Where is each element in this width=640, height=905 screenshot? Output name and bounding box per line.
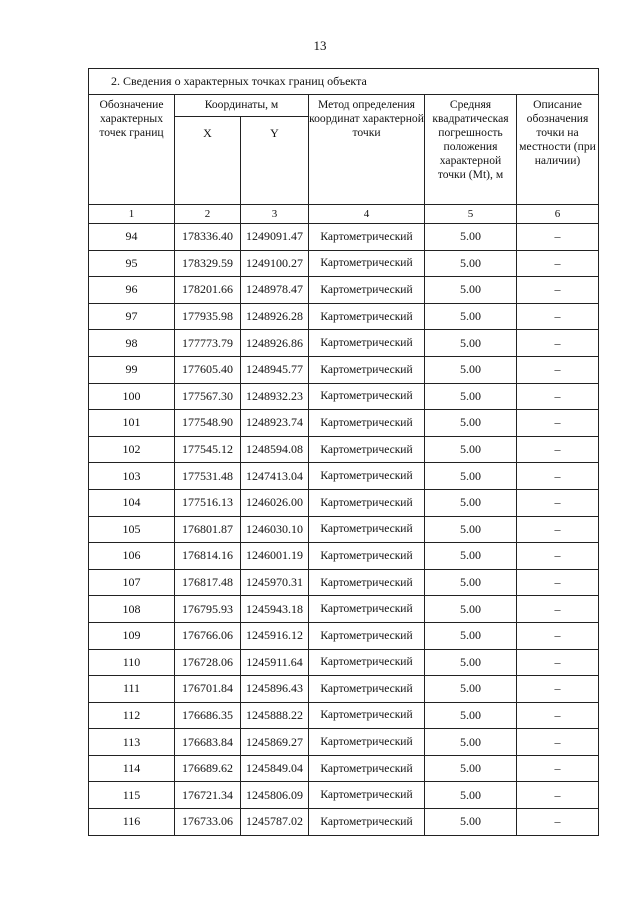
x-coordinate-cell: 177548.90: [175, 410, 241, 437]
y-coordinate-cell: 1246001.19: [241, 543, 309, 570]
column-number: 2: [175, 205, 241, 224]
y-coordinate-cell: 1245869.27: [241, 729, 309, 756]
x-coordinate-cell: 176683.84: [175, 729, 241, 756]
y-coordinate-cell: 1246030.10: [241, 516, 309, 543]
table-row: [89, 596, 599, 623]
mean-square-error-cell: 5.00: [425, 809, 517, 836]
point-description-cell: –: [517, 356, 599, 383]
point-description-cell: –: [517, 250, 599, 277]
method-cell: Картометрический: [309, 702, 425, 729]
table-row: [89, 569, 599, 596]
point-number-cell: 97: [89, 303, 175, 330]
point-number-cell: 107: [89, 569, 175, 596]
point-description-cell: –: [517, 303, 599, 330]
point-number-cell: 106: [89, 543, 175, 570]
x-coordinate-cell: 176801.87: [175, 516, 241, 543]
method-cell: Картометрический: [309, 489, 425, 516]
point-number-cell: 109: [89, 622, 175, 649]
y-coordinate-cell: 1248926.28: [241, 303, 309, 330]
method-cell: Картометрический: [309, 782, 425, 809]
mean-square-error-cell: 5.00: [425, 489, 517, 516]
column-number: 1: [89, 205, 175, 224]
table-row: [89, 729, 599, 756]
point-description-cell: –: [517, 224, 599, 251]
point-number-cell: 98: [89, 330, 175, 357]
table-row: [89, 463, 599, 490]
point-number-cell: 113: [89, 729, 175, 756]
method-cell: Картометрический: [309, 277, 425, 304]
y-coordinate-cell: 1248978.47: [241, 277, 309, 304]
header-mean-square-error: Средняя квадратическая погрешность положения характерной точки (Mt), м: [425, 95, 517, 205]
point-number-cell: 101: [89, 410, 175, 437]
table-row: [89, 436, 599, 463]
table-row: [89, 330, 599, 357]
method-cell: Картометрический: [309, 676, 425, 703]
table-row: [89, 702, 599, 729]
table-row: [89, 782, 599, 809]
y-coordinate-cell: 1248926.86: [241, 330, 309, 357]
page-number: 13: [313, 38, 327, 53]
point-number-cell: 111: [89, 676, 175, 703]
x-coordinate-cell: 178201.66: [175, 277, 241, 304]
x-coordinate-cell: 176814.16: [175, 543, 241, 570]
y-coordinate-cell: 1248945.77: [241, 356, 309, 383]
method-cell: Картометрический: [309, 809, 425, 836]
x-coordinate-cell: 176701.84: [175, 676, 241, 703]
point-number-cell: 102: [89, 436, 175, 463]
x-coordinate-cell: 176766.06: [175, 622, 241, 649]
point-description-cell: –: [517, 463, 599, 490]
point-number-cell: 110: [89, 649, 175, 676]
y-coordinate-cell: 1245849.04: [241, 755, 309, 782]
point-description-cell: –: [517, 782, 599, 809]
point-description-cell: –: [517, 516, 599, 543]
y-coordinate-cell: 1245916.12: [241, 622, 309, 649]
y-coordinate-cell: 1249100.27: [241, 250, 309, 277]
method-cell: Картометрический: [309, 330, 425, 357]
x-coordinate-cell: 177773.79: [175, 330, 241, 357]
point-description-cell: –: [517, 543, 599, 570]
point-description-cell: –: [517, 596, 599, 623]
point-description-cell: –: [517, 702, 599, 729]
y-coordinate-cell: 1249091.47: [241, 224, 309, 251]
point-number-cell: 114: [89, 755, 175, 782]
y-coordinate-cell: 1246026.00: [241, 489, 309, 516]
method-cell: Картометрический: [309, 410, 425, 437]
mean-square-error-cell: 5.00: [425, 649, 517, 676]
method-cell: Картометрический: [309, 596, 425, 623]
x-coordinate-cell: 177567.30: [175, 383, 241, 410]
point-number-cell: 105: [89, 516, 175, 543]
x-coordinate-cell: 176733.06: [175, 809, 241, 836]
column-number: 6: [517, 205, 599, 224]
x-coordinate-cell: 176686.35: [175, 702, 241, 729]
x-coordinate-cell: 176817.48: [175, 569, 241, 596]
point-description-cell: –: [517, 410, 599, 437]
point-description-cell: –: [517, 277, 599, 304]
mean-square-error-cell: 5.00: [425, 516, 517, 543]
table-row: [89, 224, 599, 251]
point-number-cell: 100: [89, 383, 175, 410]
x-coordinate-cell: 176689.62: [175, 755, 241, 782]
mean-square-error-cell: 5.00: [425, 383, 517, 410]
mean-square-error-cell: 5.00: [425, 622, 517, 649]
x-coordinate-cell: 177531.48: [175, 463, 241, 490]
mean-square-error-cell: 5.00: [425, 676, 517, 703]
section-title: 2. Сведения о характерных точках границ объекта: [89, 69, 599, 95]
y-coordinate-cell: 1245911.64: [241, 649, 309, 676]
header-coordinates: Координаты, м: [175, 95, 309, 117]
point-description-cell: –: [517, 729, 599, 756]
method-cell: Картометрический: [309, 303, 425, 330]
column-number: 4: [309, 205, 425, 224]
column-number: 5: [425, 205, 517, 224]
method-cell: Картометрический: [309, 224, 425, 251]
point-description-cell: –: [517, 569, 599, 596]
point-description-cell: –: [517, 649, 599, 676]
table-row: [89, 303, 599, 330]
table-row: [89, 809, 599, 836]
method-cell: Картометрический: [309, 516, 425, 543]
y-coordinate-cell: 1245896.43: [241, 676, 309, 703]
y-coordinate-cell: 1247413.04: [241, 463, 309, 490]
point-description-cell: –: [517, 489, 599, 516]
method-cell: Картометрический: [309, 543, 425, 570]
point-number-cell: 99: [89, 356, 175, 383]
table-row: [89, 277, 599, 304]
mean-square-error-cell: 5.00: [425, 356, 517, 383]
point-number-cell: 104: [89, 489, 175, 516]
mean-square-error-cell: 5.00: [425, 330, 517, 357]
point-description-cell: –: [517, 436, 599, 463]
table-row: [89, 543, 599, 570]
point-description-cell: –: [517, 676, 599, 703]
method-cell: Картометрический: [309, 250, 425, 277]
y-coordinate-cell: 1245787.02: [241, 809, 309, 836]
mean-square-error-cell: 5.00: [425, 277, 517, 304]
method-cell: Картометрический: [309, 436, 425, 463]
boundary-points-table: [88, 68, 599, 836]
point-description-cell: –: [517, 809, 599, 836]
mean-square-error-cell: 5.00: [425, 569, 517, 596]
y-coordinate-cell: 1245806.09: [241, 782, 309, 809]
point-description-cell: –: [517, 383, 599, 410]
table-row: [89, 383, 599, 410]
header-x: X: [175, 117, 241, 205]
x-coordinate-cell: 177935.98: [175, 303, 241, 330]
mean-square-error-cell: 5.00: [425, 755, 517, 782]
mean-square-error-cell: 5.00: [425, 410, 517, 437]
table-row: [89, 516, 599, 543]
mean-square-error-cell: 5.00: [425, 463, 517, 490]
table-row: [89, 649, 599, 676]
mean-square-error-cell: 5.00: [425, 596, 517, 623]
mean-square-error-cell: 5.00: [425, 702, 517, 729]
method-cell: Картометрический: [309, 383, 425, 410]
table-row: [89, 356, 599, 383]
method-cell: Картометрический: [309, 755, 425, 782]
mean-square-error-cell: 5.00: [425, 303, 517, 330]
method-cell: Картометрический: [309, 622, 425, 649]
column-number: 3: [241, 205, 309, 224]
header-y: Y: [241, 117, 309, 205]
x-coordinate-cell: 178336.40: [175, 224, 241, 251]
point-number-cell: 103: [89, 463, 175, 490]
mean-square-error-cell: 5.00: [425, 543, 517, 570]
header-point-designation: Обозначение характерных точек границ: [89, 95, 175, 205]
x-coordinate-cell: 176721.34: [175, 782, 241, 809]
point-number-cell: 116: [89, 809, 175, 836]
header-description: Описание обозначения точки на местности (при наличии): [517, 95, 599, 205]
x-coordinate-cell: 177516.13: [175, 489, 241, 516]
method-cell: Картометрический: [309, 649, 425, 676]
x-coordinate-cell: 176728.06: [175, 649, 241, 676]
y-coordinate-cell: 1248932.23: [241, 383, 309, 410]
table-row: [89, 489, 599, 516]
method-cell: Картометрический: [309, 356, 425, 383]
mean-square-error-cell: 5.00: [425, 729, 517, 756]
method-cell: Картометрический: [309, 569, 425, 596]
point-number-cell: 95: [89, 250, 175, 277]
x-coordinate-cell: 176795.93: [175, 596, 241, 623]
point-number-cell: 94: [89, 224, 175, 251]
table-row: [89, 410, 599, 437]
point-number-cell: 115: [89, 782, 175, 809]
point-description-cell: –: [517, 755, 599, 782]
table-row: [89, 676, 599, 703]
table-row: [89, 755, 599, 782]
method-cell: Картометрический: [309, 463, 425, 490]
point-description-cell: –: [517, 330, 599, 357]
y-coordinate-cell: 1248923.74: [241, 410, 309, 437]
header-method: Метод определения координат характерной точки: [309, 95, 425, 205]
y-coordinate-cell: 1245888.22: [241, 702, 309, 729]
table-row: [89, 250, 599, 277]
y-coordinate-cell: 1245943.18: [241, 596, 309, 623]
x-coordinate-cell: 178329.59: [175, 250, 241, 277]
x-coordinate-cell: 177545.12: [175, 436, 241, 463]
point-number-cell: 108: [89, 596, 175, 623]
mean-square-error-cell: 5.00: [425, 782, 517, 809]
point-number-cell: 96: [89, 277, 175, 304]
method-cell: Картометрический: [309, 729, 425, 756]
point-description-cell: –: [517, 622, 599, 649]
point-number-cell: 112: [89, 702, 175, 729]
table-row: [89, 622, 599, 649]
mean-square-error-cell: 5.00: [425, 224, 517, 251]
column-numbers-row: [89, 205, 599, 224]
mean-square-error-cell: 5.00: [425, 250, 517, 277]
y-coordinate-cell: 1245970.31: [241, 569, 309, 596]
x-coordinate-cell: 177605.40: [175, 356, 241, 383]
y-coordinate-cell: 1248594.08: [241, 436, 309, 463]
mean-square-error-cell: 5.00: [425, 436, 517, 463]
